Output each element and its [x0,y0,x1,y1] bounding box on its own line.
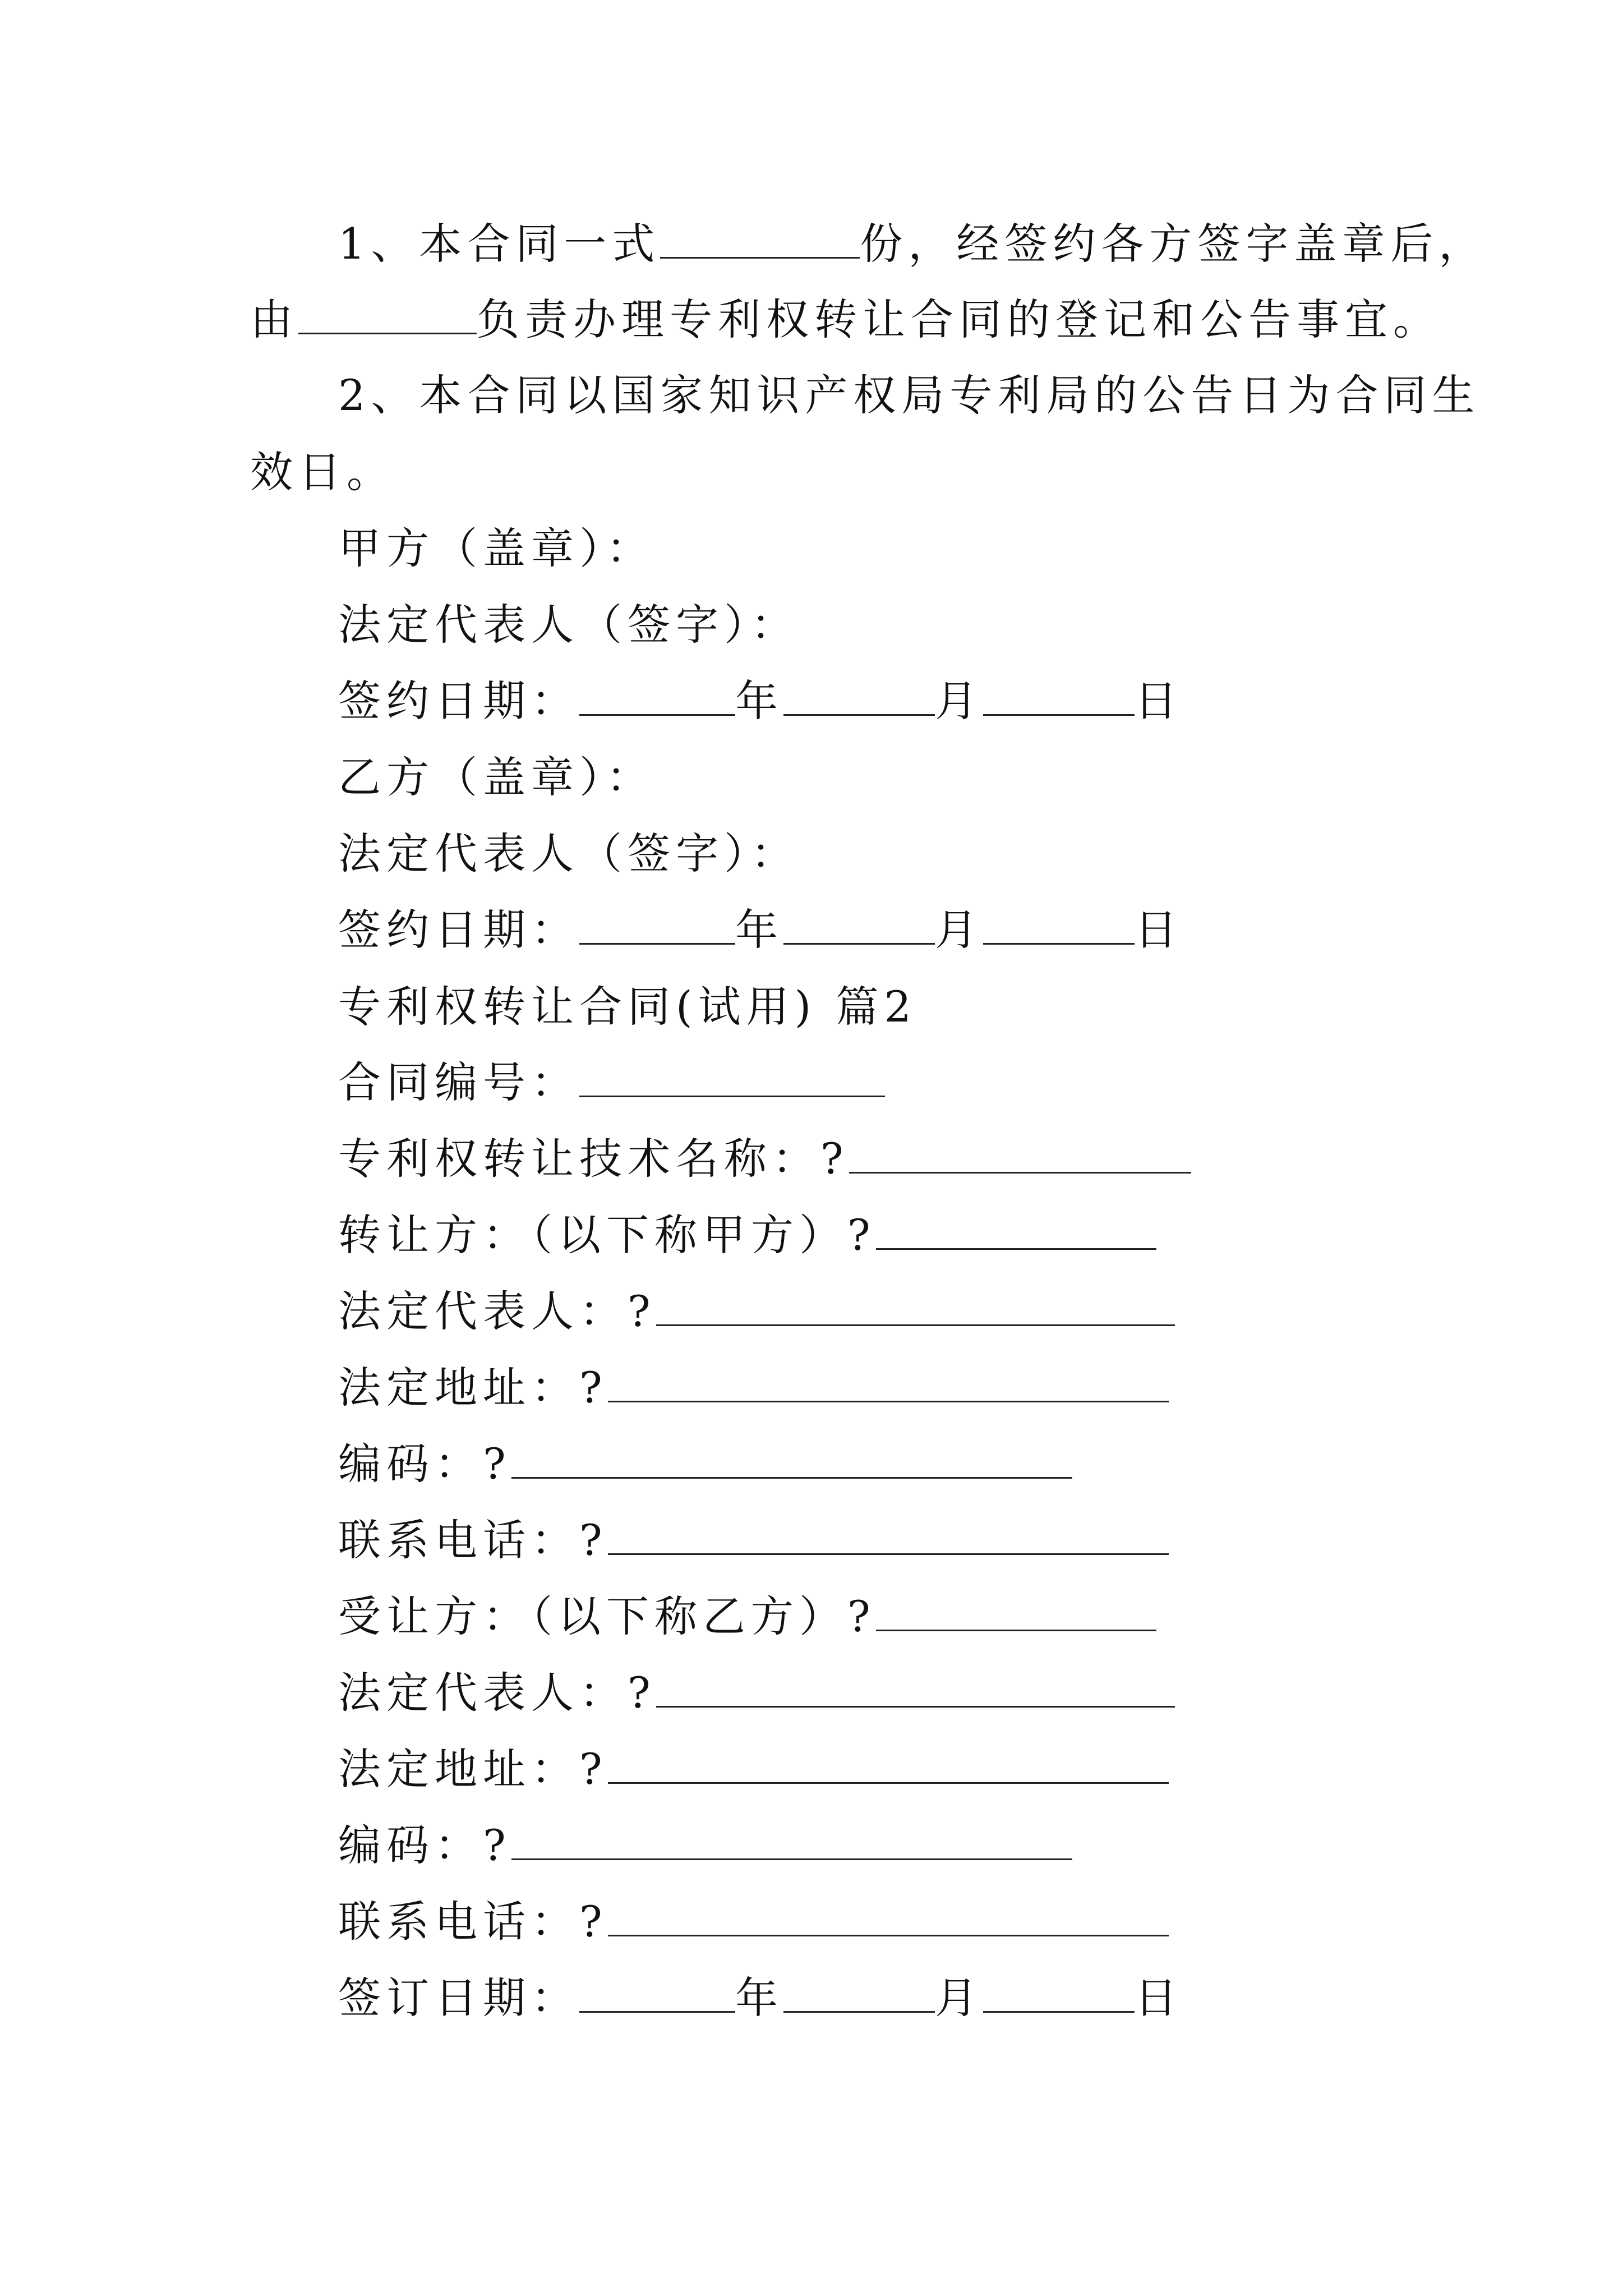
clause-1-text-post: 份，经签约各方签字盖章后， [860,219,1487,269]
month-blank[interactable] [783,676,935,716]
transferor-address-row [338,1360,1169,1416]
transferor-code-label: 编码：? [338,1439,511,1489]
month-label: 月 [935,676,983,726]
month-label: 月 [935,1973,983,2023]
transferee-phone-label: 联系电话：? [338,1897,608,1947]
clause-1-line-2 [250,292,1441,348]
tech-name-label: 专利权转让技术名称：? [338,1134,849,1184]
transferee-phone-blank[interactable] [608,1897,1169,1936]
transferee-code-label: 编码：? [338,1820,511,1870]
signing-date-row [338,1970,1183,2026]
transferor-label: 转让方：（以下称甲方）? [338,1210,876,1260]
date-label: 签约日期： [338,905,579,955]
transferee-address-blank[interactable] [608,1744,1169,1784]
contract-number-row [338,1055,885,1111]
responsible-party-blank[interactable] [298,295,477,334]
date-label: 签约日期： [338,676,579,726]
transferee-rep-blank[interactable] [656,1668,1175,1708]
transferee-row [338,1589,1156,1645]
day-blank[interactable] [983,1973,1135,2013]
year-blank[interactable] [579,1973,735,2013]
contract-number-blank[interactable] [579,1057,885,1097]
year-blank[interactable] [579,905,735,945]
year-label: 年 [735,905,783,955]
transferor-address-label: 法定地址：? [338,1363,608,1412]
year-label: 年 [735,1973,783,2023]
day-blank[interactable] [983,676,1135,716]
transferee-address-row [338,1741,1169,1797]
transferor-address-blank[interactable] [608,1363,1169,1402]
party-b-representative: 法定代表人（签字）： [338,829,799,878]
clause-2-line-2: 效日。 [250,447,395,497]
clause-2-line-1: 2、本合同以国家知识产权局专利局的公告日为合同生 [338,370,1481,420]
clause-1b-text-pre: 由 [250,295,298,344]
month-blank[interactable] [783,905,935,945]
transferee-code-row [338,1818,1072,1874]
month-label: 月 [935,905,983,955]
signing-date-label: 签订日期： [338,1973,579,2023]
day-blank[interactable] [983,905,1135,945]
transferor-row [338,1207,1156,1263]
tech-name-row [338,1131,1191,1187]
day-label: 日 [1135,676,1183,726]
transferee-blank[interactable] [876,1591,1156,1631]
year-blank[interactable] [579,676,735,716]
transferor-rep-row [338,1283,1175,1340]
party-a-representative: 法定代表人（签字）： [338,600,799,650]
transferor-phone-blank[interactable] [608,1515,1169,1555]
copies-blank[interactable] [660,219,860,259]
party-b-stamp: 乙方（盖章）： [338,752,654,802]
year-label: 年 [735,676,783,726]
party-a-stamp: 甲方（盖章）： [338,523,654,573]
clause-1-number: 1、 [338,219,419,269]
transferee-code-blank[interactable] [511,1820,1072,1860]
transferor-rep-blank[interactable] [656,1286,1175,1326]
transferee-address-label: 法定地址：? [338,1744,608,1794]
clause-1-line-1 [338,216,1487,272]
clause-1-text-pre: 本合同一式 [419,219,661,269]
transferor-rep-label: 法定代表人：? [338,1286,656,1336]
month-blank[interactable] [783,1973,935,2013]
transferor-phone-label: 联系电话：? [338,1515,608,1565]
contract-number-label: 合同编号： [338,1057,579,1107]
day-label: 日 [1135,905,1183,955]
transferee-label: 受让方：（以下称乙方）? [338,1591,876,1641]
section-2-title: 专利权转让合同(试用) 篇2 [338,982,917,1032]
transferee-rep-row [338,1665,1175,1721]
transferor-phone-row [338,1512,1169,1568]
transferor-code-row [338,1436,1072,1492]
party-b-sign-date [338,902,1183,958]
transferor-blank[interactable] [876,1210,1156,1250]
transferee-phone-row [338,1894,1169,1950]
transferor-code-blank[interactable] [511,1439,1072,1479]
party-a-sign-date [338,673,1183,729]
transferee-rep-label: 法定代表人：? [338,1668,656,1718]
day-label: 日 [1135,1973,1183,2023]
tech-name-blank[interactable] [849,1134,1191,1174]
clause-1b-text-post: 负责办理专利权转让合同的登记和公告事宜。 [477,295,1441,344]
